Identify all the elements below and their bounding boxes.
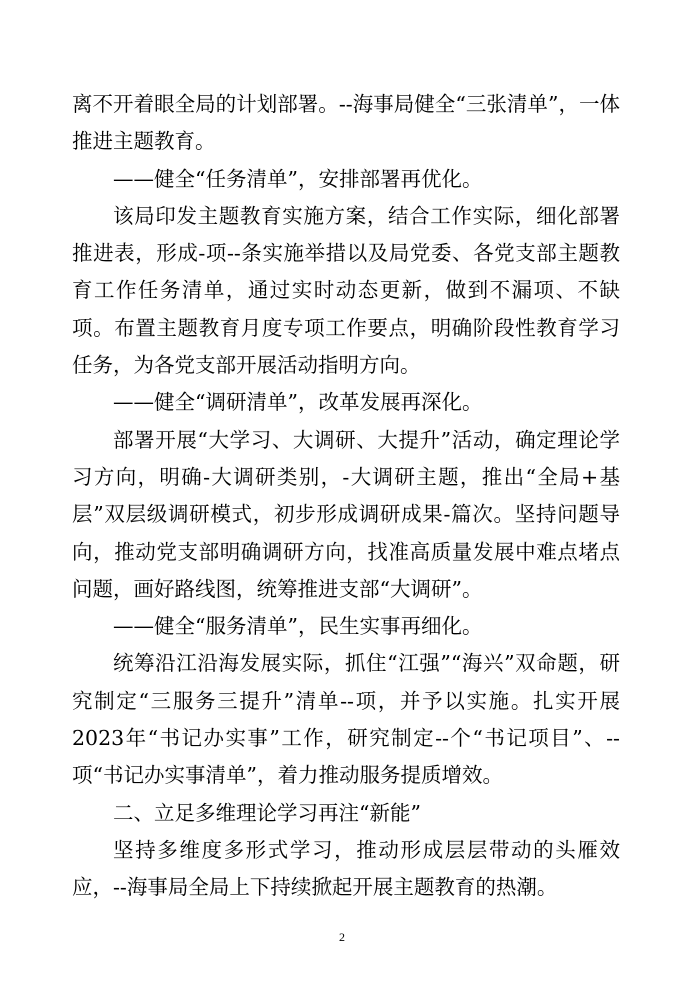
- paragraph-continuation: 离不开着眼全局的计划部署。--海事局健全“三张清单”，一体推进主题教育。: [72, 92, 620, 154]
- paragraph-research-list: 部署开展“大学习、大调研、大提升”活动，确定理论学习方向，明确-大调研类别，-大调研主题，推出“全局+基层”双层级调研模式，初步形成调研成果-篇次。坚持问题导向，推动党支部明确调研方向，找准高质量发展中难点堵点问题，画好路线图，统筹推进支部“大调研”。: [72, 427, 620, 601]
- subheading-task-list: ——健全“任务清单”，安排部署再优化。: [113, 166, 483, 191]
- paragraph-section-two: 坚持多维度多形式学习，推动形成层层带动的头雁效应，--海事局全局上下持续掀起开展主题教育的热潮。: [72, 837, 620, 900]
- subheading-research-list: ——健全“调研清单”，改革发展再深化。: [113, 390, 483, 415]
- paragraph-service-list: 统筹沿江沿海发展实际，抓住“江强”“海兴”双命题，研究制定“三服务三提升”清单--项，并予以实施。扎实开展2023年“书记办实事”工作，研究制定--个“书记项目”、--项“书记办实事清单”，着力推动服务提质增效。: [72, 651, 620, 788]
- paragraph-task-list: 该局印发主题教育实施方案，结合工作实际，细化部署推进表，形成-项--条实施举措以及局党委、各党支部主题教育工作任务清单，通过实时动态更新，做到不漏项、不缺项。布置主题教育月度专项工作要点，明确阶段性教育学习任务，为各党支部开展活动指明方向。: [72, 203, 620, 378]
- page-number: 2: [339, 930, 345, 944]
- document-body: [72, 86, 620, 907]
- subheading-service-list: ——健全“服务清单”，民生实事再细化。: [113, 614, 483, 639]
- section-heading-two: 二、立足多维理论学习再注“新能”: [113, 800, 421, 825]
